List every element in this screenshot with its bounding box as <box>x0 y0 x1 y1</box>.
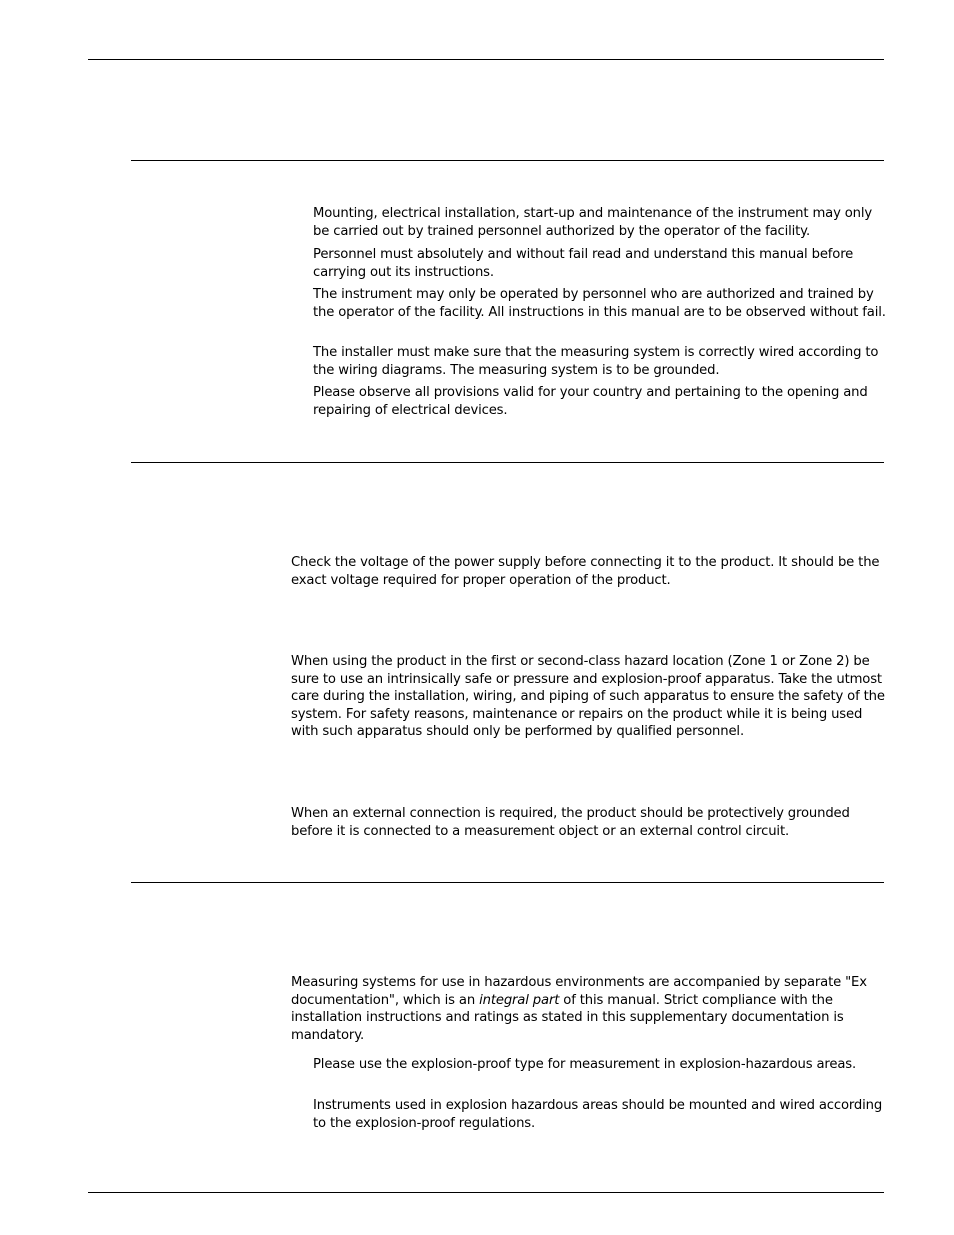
personnel-item-1: Mounting, electrical installation, start-up and maintenance of the instrument may only be carried out by trained personnel authorized by the operator of the facility. <box>313 206 873 239</box>
personnel-item-3: The instrument may only be operated by personnel who are authorized and trained by the operator of the facility. All instructions in this manual are to be observed without fail. <box>313 287 886 320</box>
header-rule <box>88 59 884 60</box>
section-rule-personnel <box>131 160 884 161</box>
power-supply-paragraph: Check the voltage of the power supply before connecting it to the product. It should be the exact voltage required for proper operation of the product. <box>291 555 880 588</box>
ex-item-2: Instruments used in explosion hazardous areas should be mounted and wired according to the explosion-proof regulations. <box>313 1098 883 1131</box>
section-rule-safety <box>131 462 884 463</box>
section-rule-ex <box>131 882 884 883</box>
ex-intro-text: Measuring systems for use in hazardous environments are accompanied by separate "Ex documentation", which is an <box>291 975 867 1008</box>
ex-item-1: Please use the explosion-proof type for measurement in explosion-hazardous areas. <box>313 1057 857 1072</box>
personnel-item-2: Personnel must absolutely and without fail read and understand this manual before carrying out its instructions. <box>313 247 854 280</box>
personnel-item-4: The installer must make sure that the measuring system is correctly wired according to the wiring diagrams. The measuring system is to be grounded. <box>313 345 879 378</box>
footer-rule <box>88 1192 884 1193</box>
ex-intro-text-end: of this manual. Strict compliance with the installation instructions and ratings as stated in this supplementary documentation is mandatory. <box>291 992 844 1043</box>
ex-intro-emphasis: integral part <box>479 992 560 1008</box>
ex-documentation-paragraph <box>291 974 887 1044</box>
hazard-location-paragraph: When using the product in the first or second-class hazard location (Zone 1 or Zone 2) be sure to use an intrinsically safe or pressure and explosion-proof apparatus. Take the utmost care during the installation, wiring, and piping of such apparatus to ensure the safety of the system. For safety reasons, maintenance or repairs on the product while it is being used with such apparatus should only be performed by qualified personnel. <box>291 654 885 740</box>
grounding-paragraph: When an external connection is required, the product should be protectively grounded before it is connected to a measurement object or an external control circuit. <box>291 806 850 839</box>
personnel-item-5: Please observe all provisions valid for your country and pertaining to the opening and repairing of electrical devices. <box>313 385 868 418</box>
